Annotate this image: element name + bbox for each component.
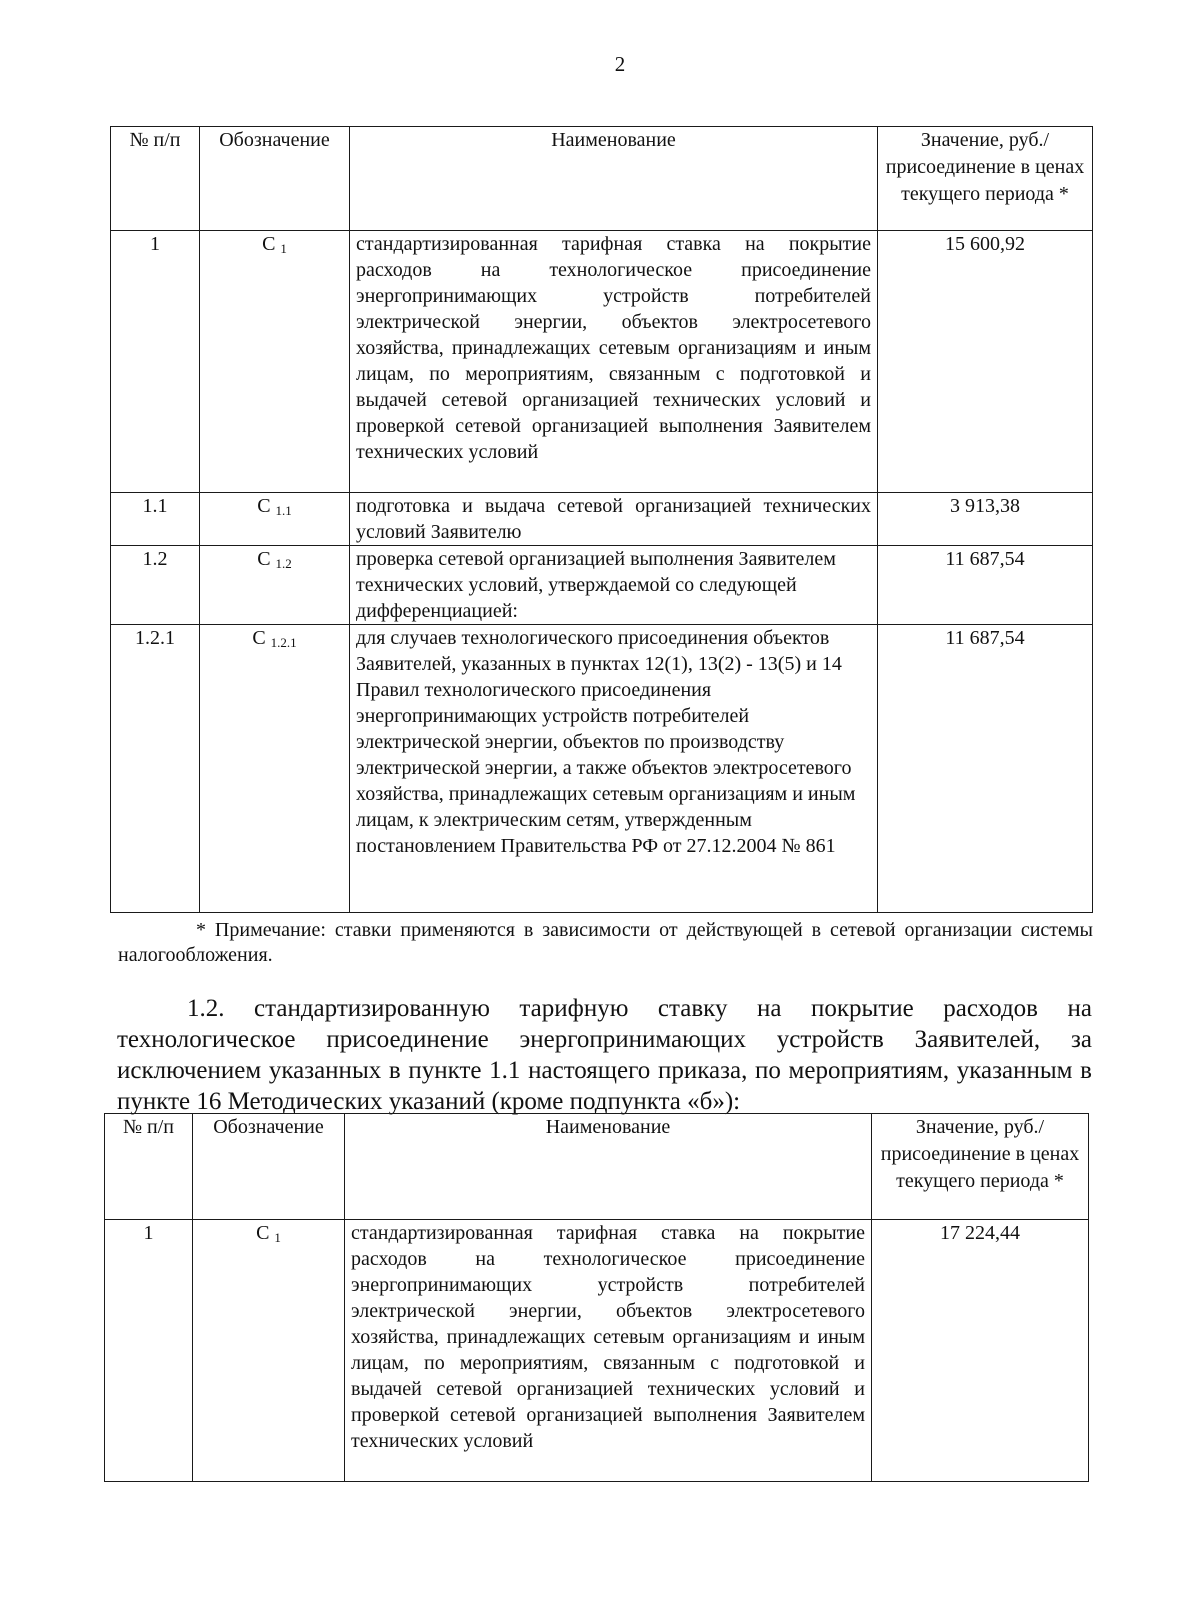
row-code xyxy=(200,493,350,546)
row-value: 3 913,38 xyxy=(878,493,1093,546)
row-number: 1 xyxy=(111,231,200,493)
table-row xyxy=(111,493,1093,546)
code-letter: С xyxy=(257,495,271,517)
row-code xyxy=(200,546,350,625)
paragraph-1-2: 1.2. стандартизированную тарифную ставку на покрытие расходов на технологическое присоединение энергопринимающих устройств Заявителей, за исключением указанных в пункте 1.1 настоящего приказа, по мероприятиям, указанным в пункте 16 Методических указаний (кроме подпункта «б»): xyxy=(117,995,1092,1115)
row-code xyxy=(193,1220,345,1482)
tariff-table-2 xyxy=(104,1113,1089,1482)
header-num: № п/п xyxy=(105,1114,193,1220)
row-name: проверка сетевой организацией выполнения Заявителем технических условий, утверждаемой со следующей дифференциацией: xyxy=(350,546,878,625)
code-index: 1.1 xyxy=(275,503,292,518)
code-index: 1.2.1 xyxy=(270,635,297,650)
code-letter: С xyxy=(252,627,266,649)
row-number: 1.2.1 xyxy=(111,625,200,913)
code-index: 1.2 xyxy=(275,556,292,571)
row-value: 15 600,92 xyxy=(878,231,1093,493)
row-number: 1.1 xyxy=(111,493,200,546)
code-letter: С xyxy=(256,1222,270,1244)
row-number: 1 xyxy=(105,1220,193,1482)
header-name: Наименование xyxy=(350,127,878,231)
table-row xyxy=(111,231,1093,493)
header-value: Значение, руб./присоединение в ценах текущего периода * xyxy=(878,127,1093,231)
tariff-table-1 xyxy=(110,126,1093,913)
row-value: 11 687,54 xyxy=(878,546,1093,625)
table-row xyxy=(111,625,1093,913)
header-code: Обозначение xyxy=(200,127,350,231)
header-value: Значение, руб./присоединение в ценах текущего периода * xyxy=(872,1114,1089,1220)
table-row xyxy=(105,1220,1089,1482)
row-name: для случаев технологического присоединения объектов Заявителей, указанных в пунктах 12(1), 13(2) - 13(5) и 14 Правил технологического присоединения энергопринимающих устройств потребителей электрической энергии, объектов по производству электрической энергии, а также объектов электросетевого хозяйства, принадлежащих сетевым организациям и иным лицам, к электрическим сетям, утвержденным постановлением Правительства РФ от 27.12.2004 № 861 xyxy=(350,625,878,913)
row-name: стандартизированная тарифная ставка на покрытие расходов на технологическое присоединение энергопринимающих устройств потребителей электрической энергии, объектов электросетевого хозяйства, принадлежащих сетевым организациям и иным лицам, по мероприятиям, связанным с подготовкой и выдачей сетевой организацией технических условий и проверкой сетевой организацией выполнения Заявителем технических условий xyxy=(350,231,878,493)
row-value: 17 224,44 xyxy=(872,1220,1089,1482)
code-index: 1 xyxy=(274,1230,281,1245)
row-code xyxy=(200,231,350,493)
row-name: стандартизированная тарифная ставка на покрытие расходов на технологическое присоединение энергопринимающих устройств потребителей электрической энергии, объектов электросетевого хозяйства, принадлежащих сетевым организациям и иным лицам, по мероприятиям, связанным с подготовкой и выдачей сетевой организацией технических условий и проверкой сетевой организацией выполнения Заявителем технических условий xyxy=(345,1220,872,1482)
row-name: подготовка и выдача сетевой организацией технических условий Заявителю xyxy=(350,493,878,546)
code-letter: С xyxy=(257,548,271,570)
row-value: 11 687,54 xyxy=(878,625,1093,913)
header-code: Обозначение xyxy=(193,1114,345,1220)
footnote: * Примечание: ставки применяются в зависимости от действующей в сетевой организации системы налогообложения. xyxy=(118,919,1093,966)
row-number: 1.2 xyxy=(111,546,200,625)
header-name: Наименование xyxy=(345,1114,872,1220)
code-index: 1 xyxy=(280,241,287,256)
page-number: 2 xyxy=(614,52,626,76)
row-code xyxy=(200,625,350,913)
table-row xyxy=(111,546,1093,625)
code-letter: С xyxy=(262,233,276,255)
header-num: № п/п xyxy=(111,127,200,231)
